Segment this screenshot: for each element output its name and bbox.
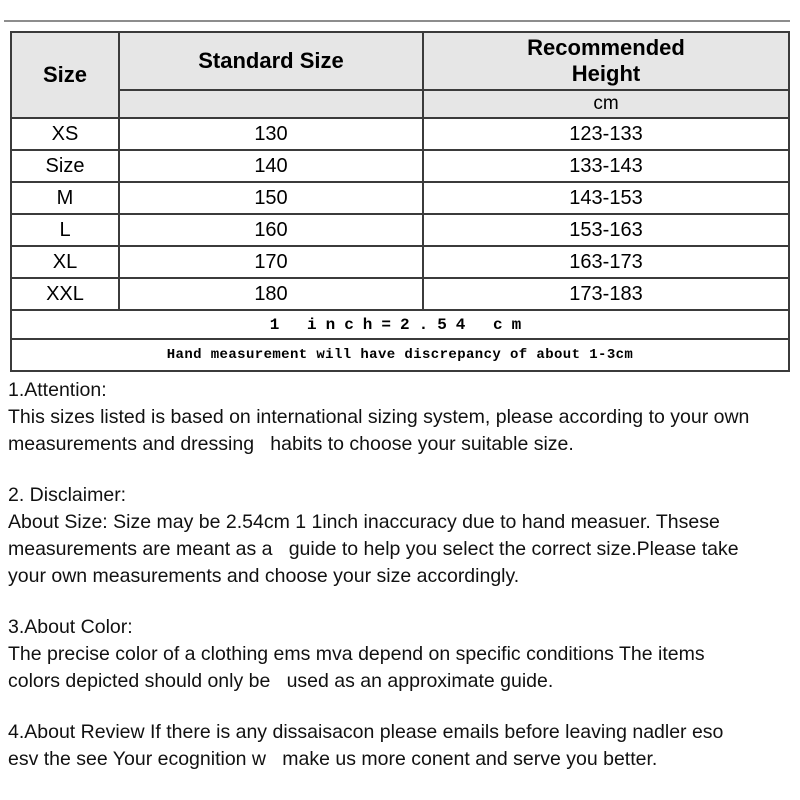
header-recommended-height [423,32,789,90]
note-line: 2. Disclaimer: [8,484,127,506]
height-cell: 163-173 [423,246,789,278]
top-divider-line [4,20,790,22]
size-cell: M [11,182,119,214]
note-attention [8,377,794,458]
size-chart-container [10,31,790,372]
note-line: measurements and dressing habits to choose your suitable size. [8,433,574,455]
note-disclaimer [8,482,794,590]
header-size: Size [11,32,119,118]
height-cell: 133-143 [423,150,789,182]
table-row [11,214,789,246]
table-row [11,278,789,310]
table-row [11,246,789,278]
size-cell: XL [11,246,119,278]
header-standard-size: Standard Size [119,32,423,90]
notes-block [8,377,794,797]
standard-size-cell: 180 [119,278,423,310]
size-cell: XS [11,118,119,150]
note-line: 3.About Color: [8,616,133,638]
note-line: 4.About Review If there is any dissaisacon please emails before leaving nadler eso [8,721,724,743]
note-line: your own measurements and choose your size accordingly. [8,565,520,587]
height-cell: 143-153 [423,182,789,214]
inch-conversion-note: 1 inch=2.54 cm [11,310,789,339]
header-row-main [11,32,789,90]
table-row [11,182,789,214]
height-cell: 123-133 [423,118,789,150]
note-about-review [8,719,794,773]
standard-size-cell: 160 [119,214,423,246]
note-line: This sizes listed is based on international sizing system, please according to your own [8,406,750,428]
standard-size-cell: 150 [119,182,423,214]
standard-size-unit-cell-empty [119,90,423,118]
standard-size-cell: 170 [119,246,423,278]
hand-measurement-row [11,339,789,371]
standard-size-cell: 140 [119,150,423,182]
note-line: About Size: Size may be 2.54cm 1 1inch inaccuracy due to hand measuer. Thsese [8,511,720,533]
note-line: colors depicted should only be used as an approximate guide. [8,670,554,692]
height-cell: 173-183 [423,278,789,310]
header-recommended-height-label: Recommended Height [527,35,685,86]
inch-conversion-row [11,310,789,339]
table-row [11,150,789,182]
standard-size-cell: 130 [119,118,423,150]
size-chart-table [10,31,790,372]
note-line: measurements are meant as a guide to help you select the correct size.Please take [8,538,739,560]
note-line: The precise color of a clothing ems mva depend on specific conditions The items [8,643,705,665]
size-cell: L [11,214,119,246]
height-unit-cell: cm [423,90,789,118]
hand-measurement-note: Hand measurement will have discrepancy of about 1-3cm [11,339,789,371]
height-cell: 153-163 [423,214,789,246]
note-line: esv the see Your ecognition w make us more conent and serve you better. [8,748,658,770]
note-line: 1.Attention: [8,379,107,401]
note-about-color [8,614,794,695]
size-cell: Size [11,150,119,182]
header-row-unit [11,90,789,118]
table-row [11,118,789,150]
size-cell: XXL [11,278,119,310]
